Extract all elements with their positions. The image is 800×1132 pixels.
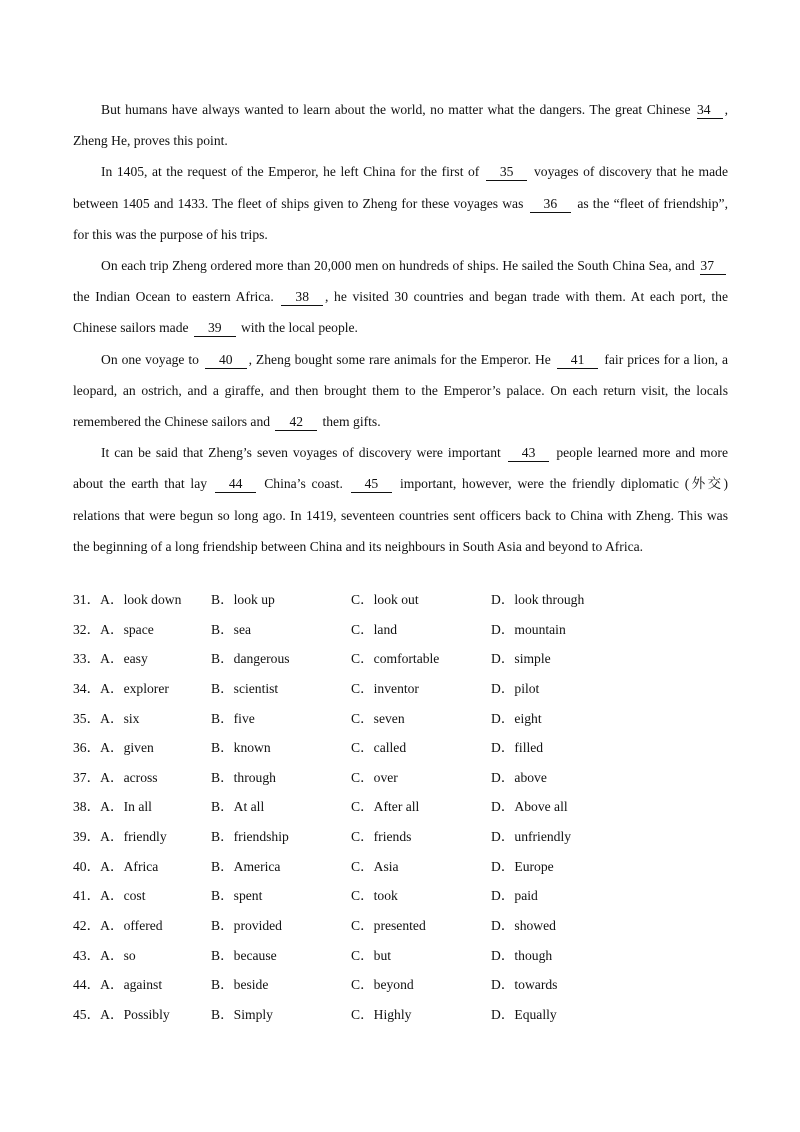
option-a: 41．A．cost (73, 888, 146, 904)
option-b: B．friendship (211, 829, 289, 845)
blank-40: 40 (205, 352, 247, 369)
paragraph-text: China’s coast. (264, 476, 343, 492)
option-a: 40．A．Africa (73, 858, 159, 874)
option-a: 45．A．Possibly (73, 1006, 170, 1022)
blank-38: 38 (281, 289, 323, 306)
paragraph-text: , Zheng He, proves this point. (73, 102, 728, 149)
answer-options (73, 588, 733, 1033)
option-a: 35．A．six (73, 710, 140, 726)
option-d: D．Europe (491, 858, 554, 874)
option-c: C．seven (351, 710, 405, 726)
option-d: D．eight (491, 710, 542, 726)
paragraph-1 (73, 94, 728, 156)
option-b: B．because (211, 947, 277, 963)
question-41 (73, 884, 733, 914)
blank-37: 37 (700, 258, 726, 275)
option-a: 34．A．explorer (73, 680, 169, 696)
option-d: D．simple (491, 651, 551, 667)
option-b: B．America (211, 858, 281, 874)
option-c: C．presented (351, 918, 426, 934)
question-42 (73, 914, 733, 944)
option-a: 31．A．look down (73, 592, 182, 607)
blank-44: 44 (215, 476, 257, 493)
blank-41: 41 (557, 352, 599, 369)
question-39 (73, 825, 733, 855)
blank-35: 35 (486, 164, 528, 181)
option-b: B．dangerous (211, 651, 290, 667)
paragraph-text: them gifts. (322, 414, 381, 430)
option-b: B．through (211, 769, 276, 785)
option-d: D．pilot (491, 680, 540, 696)
option-d: D．filled (491, 740, 544, 756)
paragraph-text: as the “fleet of friendship”, for this was the purpose of his trips. (73, 195, 728, 242)
option-c: C．land (351, 621, 398, 637)
option-a: 37．A．across (73, 769, 158, 785)
option-c: C．but (351, 947, 392, 963)
option-c: C．Asia (351, 858, 399, 874)
option-d: D．mountain (491, 621, 566, 637)
option-b: B．sea (211, 621, 252, 637)
question-32 (73, 618, 733, 648)
option-a: 32．A．space (73, 621, 154, 637)
option-b: B．look up (211, 592, 275, 607)
option-b: B．five (211, 710, 255, 726)
question-36 (73, 736, 733, 766)
cloze-passage (73, 94, 728, 562)
option-c: C．friends (351, 829, 412, 845)
option-c: C．Highly (351, 1006, 412, 1022)
option-c: C．called (351, 740, 407, 756)
paragraph-text: But humans have always wanted to learn about the world, no matter what the dangers. The great Chinese (101, 102, 691, 117)
question-38 (73, 795, 733, 825)
option-b: B．provided (211, 918, 282, 934)
question-43 (73, 944, 733, 974)
option-a: 39．A．friendly (73, 829, 167, 845)
option-d: D．towards (491, 977, 558, 993)
question-31 (73, 588, 733, 618)
option-c: C．over (351, 769, 398, 785)
blank-43: 43 (508, 445, 550, 462)
option-b: B．At all (211, 799, 265, 815)
option-a: 42．A．offered (73, 918, 163, 934)
paragraph-text: On each trip Zheng ordered more than 20,000 men on hundreds of ships. He sailed the South China Sea, and (101, 258, 695, 274)
option-c: C．comfortable (351, 651, 440, 667)
paragraph-text: the Indian Ocean to eastern Africa. (73, 289, 274, 305)
option-a: 44．A．against (73, 977, 163, 993)
option-d: D．Equally (491, 1006, 557, 1022)
blank-34: 34 (697, 102, 723, 119)
blank-42: 42 (275, 414, 317, 431)
option-c: C．inventor (351, 680, 419, 696)
option-c: C．After all (351, 799, 420, 815)
option-a: 33．A．easy (73, 651, 148, 667)
paragraph-text: On one voyage to (101, 351, 199, 367)
blank-39: 39 (194, 320, 236, 337)
option-d: D．though (491, 947, 553, 963)
paragraph-text: important, however, were the friendly diplomatic (外交) relations that were begun so long ago. In 1419, seventeen countries sent officers back to China with Zheng. This was the beginning of a long friendship between China and its neighbours in South Asia and beyond to Africa. (73, 476, 729, 554)
option-a: 43．A．so (73, 947, 136, 963)
option-c: C．beyond (351, 977, 414, 993)
paragraph-text: people learned more and more about the earth that lay (73, 445, 728, 492)
paragraph-text: In 1405, at the request of the Emperor, he left China for the first of (101, 164, 480, 180)
question-35 (73, 707, 733, 737)
question-34 (73, 677, 733, 707)
paragraph-5 (73, 437, 728, 562)
paragraph-text: , Zheng bought some rare animals for the Emperor. He (248, 351, 551, 367)
option-d: D．above (491, 769, 547, 785)
paragraph-4 (73, 344, 728, 438)
option-c: C．look out (351, 592, 419, 607)
option-d: D．look through (491, 592, 585, 607)
option-c: C．took (351, 888, 398, 904)
option-b: B．Simply (211, 1006, 273, 1022)
option-d: D．showed (491, 918, 556, 934)
paragraph-2 (73, 156, 728, 250)
blank-45: 45 (351, 476, 393, 493)
paragraph-text: fair prices for a lion, a leopard, an ostrich, and a giraffe, and then brought them to the Emperor’s palace. On each return visit, the locals remembered the Chinese sailors and (73, 351, 729, 430)
paragraph-3 (73, 250, 728, 344)
option-a: 36．A．given (73, 740, 154, 756)
option-a: 38．A．In all (73, 799, 152, 815)
paragraph-text: , he visited 30 countries and began trade with them. At each port, the Chinese sailors made (73, 289, 728, 336)
option-b: B．known (211, 740, 271, 756)
question-40 (73, 855, 733, 885)
paragraph-text: voyages of discovery that he made between 1405 and 1433. The fleet of ships given to Zheng for these voyages was (73, 164, 728, 211)
paragraph-text: with the local people. (240, 320, 358, 336)
option-d: D．paid (491, 888, 538, 904)
option-d: D．Above all (491, 799, 568, 815)
option-b: B．spent (211, 888, 263, 904)
question-33 (73, 647, 733, 677)
question-44 (73, 973, 733, 1003)
question-37 (73, 766, 733, 796)
option-b: B．beside (211, 977, 269, 993)
blank-36: 36 (530, 196, 572, 213)
option-d: D．unfriendly (491, 829, 572, 845)
option-b: B．scientist (211, 680, 279, 696)
question-45 (73, 1003, 733, 1033)
paragraph-text: It can be said that Zheng’s seven voyages of discovery were important (101, 445, 501, 461)
